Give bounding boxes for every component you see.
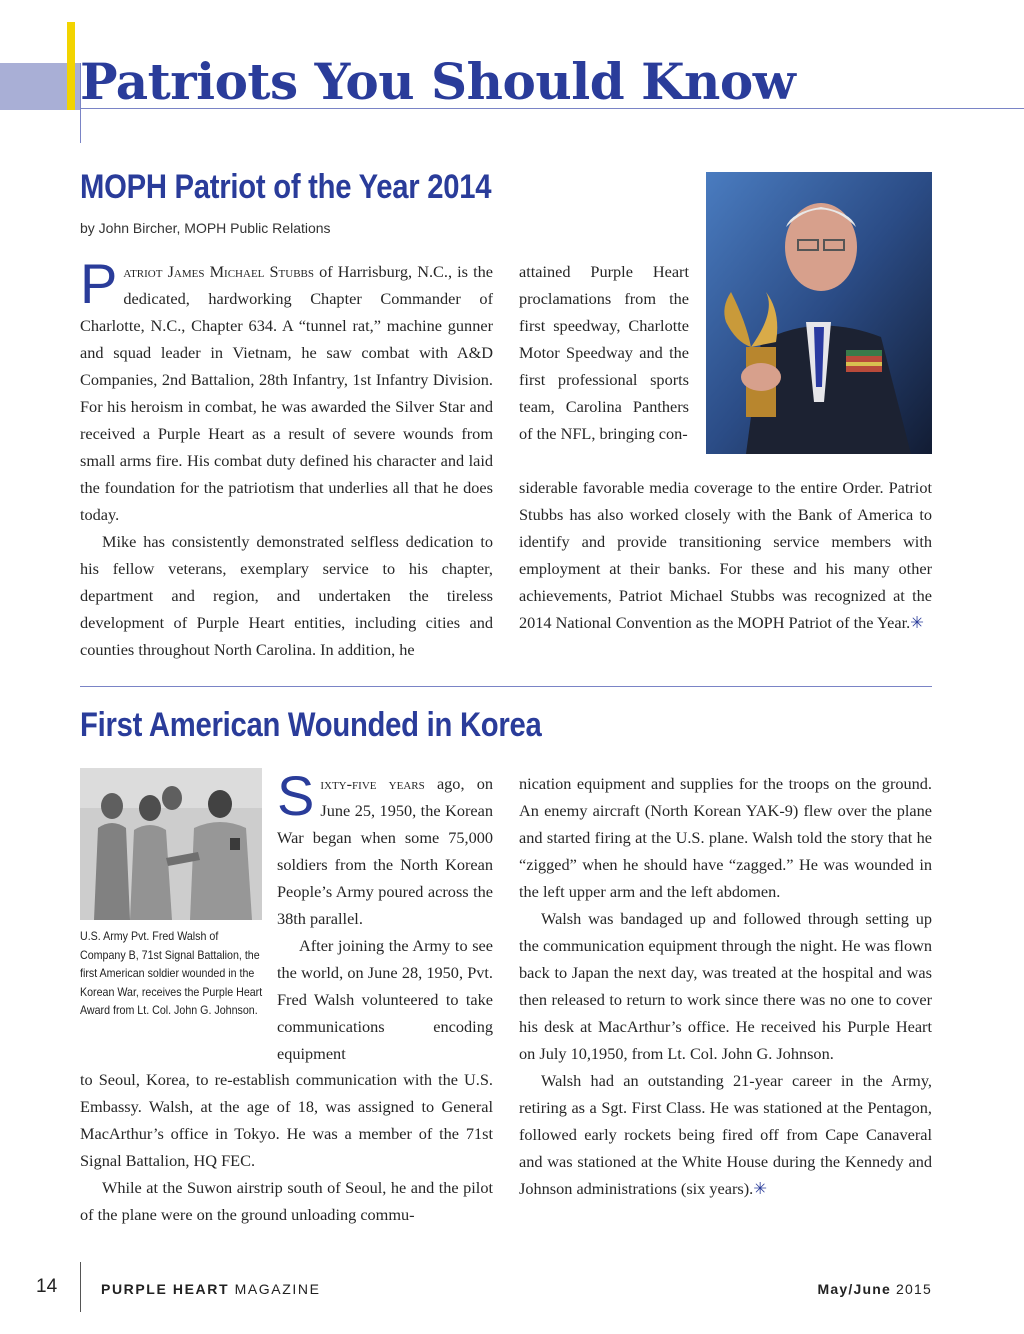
article2-paragraph-3: While at the Suwon airstrip south of Seoul, he and the pilot of the plane were on the ground unloading commu- [80, 1178, 493, 1224]
article1-column-right-narrow [519, 258, 689, 447]
article2-lead: ixty-five years [320, 774, 425, 793]
magazine-name [101, 1281, 321, 1297]
article2-paragraph-2-narrow: After joining the Army to see the world, on June 28, 1950, Pvt. Fred Walsh volunteered to take communications encoding equipment [277, 936, 493, 1063]
page-title: Patriots You Should Know [80, 52, 796, 111]
article2-paragraph-1-text: ago, on June 25, 1950, the Korean War began when some 75,000 soldiers from the North Korean People’s Army poured across the 38th parallel. [277, 774, 493, 928]
article1-lead: atriot James Michael Stubbs [123, 262, 314, 281]
article1-paragraph-1 [80, 252, 493, 528]
header-accent-bar [67, 22, 75, 110]
issue-months: May/June [817, 1281, 891, 1297]
article1-paragraph-3-narrow: attained Purple Heart proclamations from the first speedway, Charlotte Motor Speedway and the first professional sports team, Carolina Panthers of the NFL, bringing con- [519, 262, 689, 443]
article2-paragraph-6 [519, 1067, 932, 1202]
article1-title: MOPH Patriot of the Year 2014 [80, 168, 492, 206]
article1-dropcap: P [80, 252, 118, 315]
article2-column-left-narrow [277, 764, 493, 1067]
end-mark-icon: ✳ [910, 613, 924, 632]
article2-title: First American Wounded in Korea [80, 706, 542, 744]
article1-paragraph-3-wide [519, 474, 932, 636]
article2-dropcap: S [277, 764, 315, 827]
section-divider [80, 686, 932, 687]
end-mark-icon: ✳ [753, 1179, 767, 1198]
article1-paragraph-1-text: of Harrisburg, N.C., is the dedicated, hardworking Chapter Commander of Charlotte, N.C., Chapter 634. A “tunnel rat,” machine gunner and squad leader in Vietnam, he saw combat with A&D Companies, 2nd Battalion, 28th Infantry, 1st Infantry Division. For his heroism in combat, he was awarded the Silver Star and received a Purple Heart as a result of severe wounds from small arms fire. His combat duty defined his character and laid the foundation for the patriotism that underlies all that he does today. [80, 262, 493, 524]
issue-date [818, 1281, 932, 1297]
article1-column-left [80, 252, 493, 663]
article2-paragraph-6-text: Walsh had an outstanding 21-year career in the Army, retiring as a Sgt. First Class. He was stationed at the Pentagon, followed early rockets being fired off from Cape Canaveral and was stationed at the White House during the Kennedy and Johnson administrations (six years). [519, 1071, 932, 1198]
article2-column-right [519, 770, 932, 1202]
walsh-photo-illustration [80, 768, 262, 920]
magazine-name-bold: PURPLE HEART [101, 1281, 230, 1297]
footer-rule [80, 1262, 81, 1312]
article2-paragraph-2-wide: to Seoul, Korea, to re-establish communication with the U.S. Embassy. Walsh, at the age of 18, was assigned to General MacArthur’s office in Tokyo. He was a member of the 71st Signal Battalion, HQ FEC. [80, 1070, 493, 1170]
article1-paragraph-3-text: siderable favorable media coverage to the entire Order. Patriot Stubbs has also worked closely with the Bank of America to identify and provide transitioning service members with employment at their banks. For these and his many other achievements, Patriot Michael Stubbs was recognized at the 2014 National Convention as the MOPH Patriot of the Year. [519, 478, 932, 632]
walsh-photo [80, 768, 262, 920]
patriot-photo-illustration [706, 172, 932, 454]
article1-paragraph-2: Mike has consistently demonstrated selfless dedication to his fellow veterans, exemplary service to his chapter, department and region, and undertaken the tireless development of Purple Heart entities, including cities and counties throughout North Carolina. In addition, he [80, 532, 493, 659]
walsh-photo-caption: U.S. Army Pvt. Fred Walsh of Company B, 71st Signal Battalion, the first American soldier wounded in the Korean War, receives the Purple Heart Award from Lt. Col. John G. Johnson. [80, 930, 263, 1017]
article2-column-left-wide [80, 1066, 493, 1228]
article1-byline: by John Bircher, MOPH Public Relations [80, 220, 331, 236]
article1-column-right-wide [519, 474, 932, 636]
magazine-name-rest: MAGAZINE [229, 1281, 321, 1297]
article2-paragraph-4: nication equipment and supplies for the troops on the ground. An enemy aircraft (North Korean YAK-9) flew over the plane and started firing at the U.S. plane. Walsh told the story that he “zigged” when he should have “zagged.” He was wounded in the left upper arm and the left abdomen. [519, 774, 932, 901]
article2-paragraph-5: Walsh was bandaged up and followed through setting up the communication equipment through the night. He was flown back to Japan the next day, was treated at the hospital and was then released to return to work since there was no one to cover his desk at MacArthur’s office. He received his Purple Heart on July 10,1950, from Lt. Col. John G. Johnson. [519, 909, 932, 1063]
article2-paragraph-1 [277, 764, 493, 932]
patriot-photo [706, 172, 932, 454]
page-number: 14 [36, 1276, 58, 1297]
issue-year: 2015 [890, 1281, 932, 1297]
